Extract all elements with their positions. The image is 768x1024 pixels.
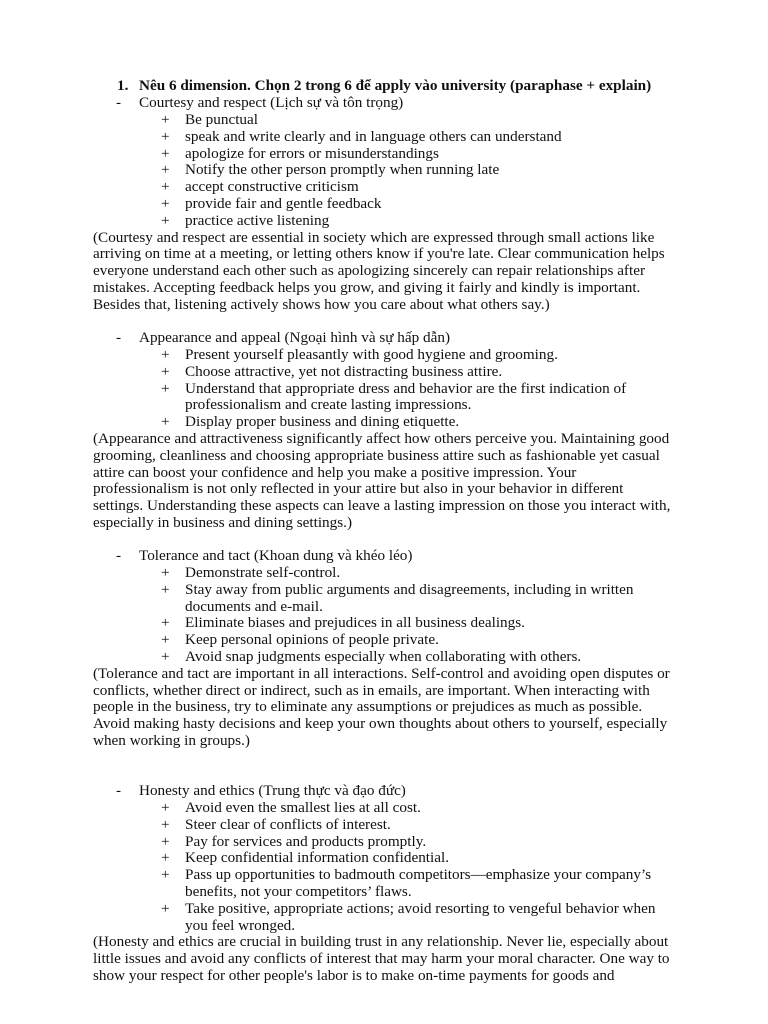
list-item: + Be punctual [161,111,258,128]
heading-text: Nêu 6 dimension. Chọn 2 trong 6 để apply vào university (paraphase + explain) [139,77,652,94]
dash-bullet: - [116,547,122,564]
section-title-row [0,783,768,800]
list-item: + Pay for services and products promptly. [161,832,427,850]
section-title-row [0,548,768,565]
list-item: + provide fair and gentle feedback [161,194,382,212]
dash-bullet: - [116,94,122,111]
list-item: + Pass up opportunities to badmouth competitors—emphasize your company’s benefits, not your competitors’ flaws. [161,866,652,900]
bullet-list [0,800,768,934]
section-tolerance [0,548,768,750]
bullet-list [0,347,768,431]
list-item: + accept constructive criticism [161,178,359,196]
list-item: + apologize for errors or misunderstandings [161,144,439,162]
list-item: + Steer clear of conflicts of interest. [161,815,391,833]
explanation-paragraph: (Tolerance and tact are important in all interactions. Self-control and avoiding open disputes or conflicts, whether direct or indirect, such as in emails, are important. When interacting with people in the business, try to eliminate any assumptions or prejudices as much as possible. Avoid making hasty decisions and keep your own thoughts about others to yourself, especially when working in groups.) [93,664,670,749]
list-item: + Avoid snap judgments especially when collaborating with others. [161,647,582,665]
list-item: + Understand that appropriate dress and behavior are the first indication of professionalism and create lasting impressions. [161,379,627,414]
section-title: Appearance and appeal (Ngoại hình và sự hấp dẫn) [139,329,451,346]
section-title: Tolerance and tact (Khoan dung và khéo léo) [139,547,413,564]
section-title: Courtesy and respect (Lịch sự và tôn trọng) [139,94,404,111]
section-courtesy [0,95,768,314]
list-item: + Present yourself pleasantly with good hygiene and grooming. [161,346,558,363]
list-item: + practice active listening [161,211,330,229]
list-item: + Keep confidential information confidential. [161,849,450,867]
section-title-row [0,330,768,347]
list-item: + Keep personal opinions of people private. [161,631,439,649]
explanation-paragraph: (Courtesy and respect are essential in society which are expressed through small actions like arriving on time at a meeting, or letting others know if you're late. Clear communication helps everyone understand each other such as apologizing sincerely can repair relationships after mistakes. Accepting feedback helps you grow, and giving it fairly and kindly is important. Besides that, listening actively shows how you care about what others say.) [93,228,665,313]
list-item: + Eliminate biases and prejudices in all business dealings. [161,614,525,632]
list-item: + Display proper business and dining etiquette. [161,413,460,431]
section-appearance [0,330,768,532]
bullet-list [0,565,768,666]
list-item: + Avoid even the smallest lies at all cost. [161,799,421,816]
list-item: + Notify the other person promptly when running late [161,161,500,179]
list-item: + Demonstrate self-control. [161,564,341,581]
list-item: + Stay away from public arguments and disagreements, including in written documents and e-mail. [161,580,634,615]
section-title-row [0,95,768,112]
explanation-paragraph: (Appearance and attractiveness significantly affect how others perceive you. Maintaining good grooming, cleanliness and choosing appropriate business attire such as fashionable yet casual attire can boost your confidence and help you make a positive impression. Your professionalism is not only reflected in your attire but also in your behavior in different settings. Understanding these aspects can leave a lasting impression on those you interact with, especially in business and dining settings.) [93,429,671,531]
list-item: + Take positive, appropriate actions; avoid resorting to vengeful behavior when you feel wronged. [161,899,656,934]
heading-number: 1. [117,77,129,94]
explanation-paragraph: (Honesty and ethics are crucial in building trust in any relationship. Never lie, especially about little issues and avoid any conflicts of interest that may harm your moral character. One way to show your respect for other people's labor is to make on-time payments for goods and [93,933,670,984]
question-heading [117,78,677,95]
section-title: Honesty and ethics (Trung thực và đạo đức) [139,782,406,799]
dash-bullet: - [116,329,122,346]
bullet-list [0,112,768,230]
list-item: + speak and write clearly and in language others can understand [161,127,562,145]
section-honesty [0,783,768,985]
dash-bullet: - [116,782,122,799]
list-item: + Choose attractive, yet not distracting business attire. [161,362,503,380]
